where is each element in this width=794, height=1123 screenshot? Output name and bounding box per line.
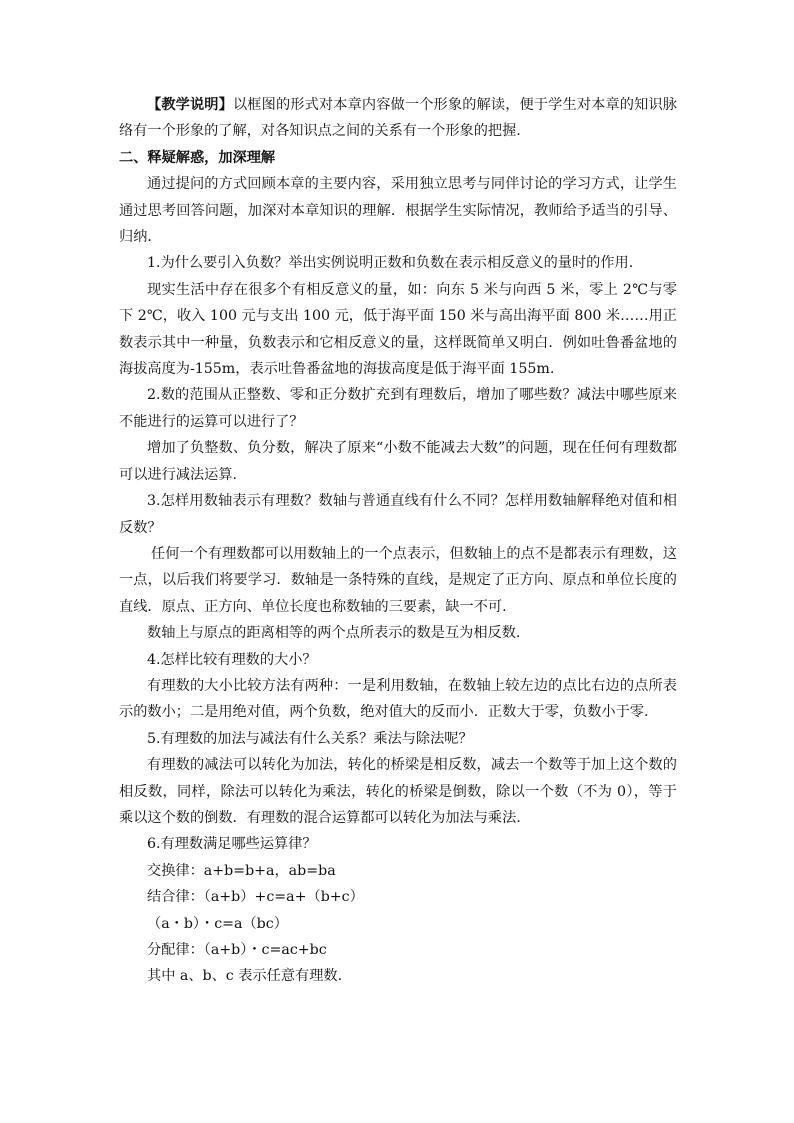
paragraph-p11 <box>119 647 677 673</box>
paragraph-p6 <box>119 382 677 435</box>
paragraph-text: 交换律：a+b=b+a，ab=ba <box>147 862 336 879</box>
paragraph-text: 4.怎样比较有理数的大小？ <box>147 651 317 668</box>
paragraph-text: 2.数的范围从正整数、零和正分数扩充到有理数后，增加了哪些数？减法中哪些原来不能进行的运算可以进行了？ <box>119 387 677 430</box>
paragraph-p8 <box>119 488 677 541</box>
bold-text: 【教学说明】 <box>147 97 233 113</box>
paragraph-p7 <box>119 435 677 488</box>
paragraph-text: 任何一个有理数都可以用数轴上的一个点表示，但数轴上的点不是都表示有理数，这一点，以后我们将要学习．数轴是一条特殊的直线，是规定了正方向、原点和单位长度的直线．原点、正方向、单位长度也称数轴的三要素，缺一不可. <box>119 545 677 615</box>
paragraph-text: 分配律：（a+b）・c=ac+bc <box>147 942 327 958</box>
bold-text: 二、释疑解惑，加深理解 <box>119 149 276 166</box>
paragraph-text: 现实生活中存在很多个有相反意义的量，如：向东 5 米与向西 5 米，零上 2℃与零下 2℃，收入 100 元与支出 100 元，低于海平面 150 米与高出海平面 800 米……用正数表示其中一种量，负数表示和它相反意义的量，这样既简单又明白．例如吐鲁番盆地的海拔高度为-155m，表示吐鲁番盆地的海拔高度是低于海平面 155m. <box>119 281 677 378</box>
paragraph-text: 数轴上与原点的距离相等的两个点所表示的数是互为相反数. <box>147 625 521 642</box>
paragraph-p3 <box>119 171 677 250</box>
paragraph-text: 5.有理数的加法与减法有什么关系？乘法与除法呢？ <box>147 730 473 747</box>
paragraph-p19 <box>119 937 677 963</box>
paragraph-p2 <box>119 145 677 171</box>
paragraph-text: 6.有理数满足哪些运算律？ <box>147 836 317 853</box>
paragraph-text: 其中 a、b、c 表示任意有理数. <box>147 968 343 985</box>
paragraph-p5 <box>119 277 677 383</box>
paragraph-p12 <box>119 673 677 726</box>
paragraph-text: 有理数的大小比较方法有两种：一是利用数轴，在数轴上较左边的点比右边的点所表示的数小；二是用绝对值，两个负数，绝对值大的反而小．正数大于零，负数小于零. <box>119 677 677 721</box>
paragraph-p16 <box>119 858 677 884</box>
paragraph-p13 <box>119 726 677 752</box>
paragraph-text: 增加了负整数、负分数，解决了原来“小数不能减去大数”的问题，现在任何有理数都可以进行减法运算. <box>119 440 677 483</box>
paragraph-p20 <box>119 963 677 989</box>
paragraph-p1 <box>119 92 677 145</box>
paragraph-text: 以框图的形式对本章内容做一个形象的解读，便于学生对本章的知识脉络有一个形象的了解，对各知识点之间的关系有一个形象的把握. <box>119 97 677 140</box>
paragraph-p4 <box>119 250 677 276</box>
paragraph-text: 结合律：（a+b）+c=a+（b+c） <box>147 889 364 906</box>
document-page <box>119 92 677 990</box>
paragraph-p17 <box>119 884 677 910</box>
paragraph-text: 通过提问的方式回顾本章的主要内容，采用独立思考与同伴讨论的学习方式，让学生通过思考回答问题，加深对本章知识的理解．根据学生实际情况，教师给予适当的引导、归纳． <box>119 176 677 246</box>
paragraph-text: 3.怎样用数轴表示有理数？数轴与普通直线有什么不同？怎样用数轴解释绝对值和相反数？ <box>119 493 677 536</box>
paragraph-p18 <box>119 911 677 937</box>
paragraph-text: （a・b）・c=a（bc） <box>147 915 288 932</box>
paragraph-text: 有理数的减法可以转化为加法，转化的桥梁是相反数，减去一个数等于加上这个数的相反数，同样，除法可以转化为乘法，转化的桥梁是倒数，除以一个数（不为 0），等于乘以这个数的倒数．有理数的混合运算都可以转化为加法与乘法. <box>119 757 677 826</box>
paragraph-p10 <box>119 620 677 646</box>
paragraph-p9 <box>119 541 677 620</box>
paragraph-text: 1.为什么要引入负数？举出实例说明正数和负数在表示相反意义的量时的作用. <box>147 255 634 272</box>
paragraph-p15 <box>119 831 677 857</box>
paragraph-p14 <box>119 752 677 831</box>
